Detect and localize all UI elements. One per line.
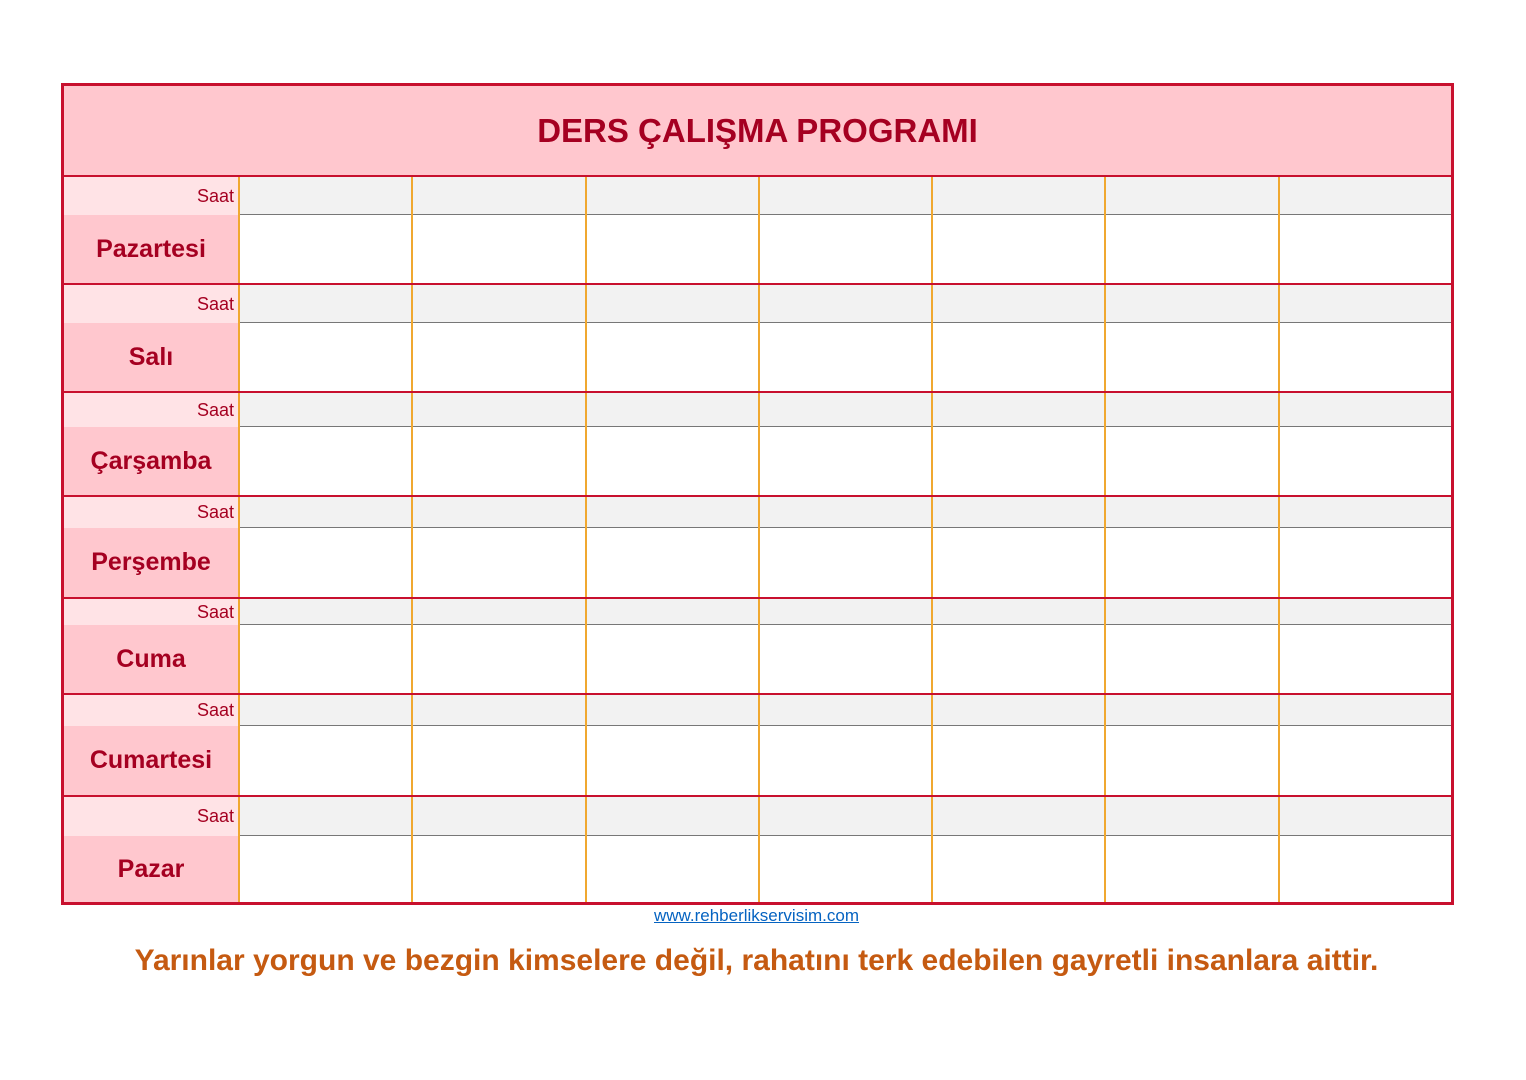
- subject-input-cell[interactable]: [587, 528, 758, 597]
- time-slot: [1106, 695, 1279, 795]
- hour-input-cell[interactable]: [760, 695, 931, 726]
- hour-input-cell[interactable]: [933, 393, 1104, 427]
- subject-input-cell[interactable]: [1280, 215, 1451, 283]
- hour-input-cell[interactable]: [413, 599, 584, 625]
- day-label-cell: [64, 797, 238, 902]
- subject-input-cell[interactable]: [413, 726, 584, 795]
- time-slot: [587, 285, 760, 391]
- subject-input-cell[interactable]: [587, 836, 758, 902]
- day-row: [64, 285, 1451, 393]
- day-name: Pazartesi: [64, 215, 238, 283]
- subject-input-cell[interactable]: [760, 427, 931, 495]
- day-name: Salı: [64, 323, 238, 391]
- hour-input-cell[interactable]: [1106, 497, 1277, 528]
- day-name: Cuma: [64, 625, 238, 693]
- time-slot: [760, 393, 933, 495]
- hour-input-cell[interactable]: [760, 177, 931, 215]
- motivational-quote: Yarınlar yorgun ve bezgin kimselere değil, rahatını terk edebilen gayretli insanlara aittir.: [134, 944, 1379, 977]
- hour-input-cell[interactable]: [760, 393, 931, 427]
- subject-input-cell[interactable]: [1280, 625, 1451, 693]
- time-slot: [933, 393, 1106, 495]
- day-row: [64, 393, 1451, 497]
- time-slot: [760, 797, 933, 902]
- hour-input-cell[interactable]: [933, 177, 1104, 215]
- day-cells: [238, 393, 1451, 495]
- subject-input-cell[interactable]: [587, 427, 758, 495]
- time-slot: [760, 599, 933, 693]
- time-slot: [760, 497, 933, 597]
- time-slot: [587, 177, 760, 283]
- time-slot: [1280, 797, 1451, 902]
- hour-input-cell[interactable]: [413, 393, 584, 427]
- subject-input-cell[interactable]: [240, 215, 411, 283]
- subject-input-cell[interactable]: [1106, 323, 1277, 391]
- hour-label: Saat: [64, 695, 238, 726]
- day-cells: [238, 797, 1451, 902]
- subject-input-cell[interactable]: [760, 836, 931, 902]
- day-row: [64, 599, 1451, 695]
- subject-input-cell[interactable]: [240, 323, 411, 391]
- time-slot: [760, 695, 933, 795]
- hour-label: Saat: [64, 285, 238, 323]
- subject-input-cell[interactable]: [1106, 625, 1277, 693]
- subject-input-cell[interactable]: [933, 215, 1104, 283]
- time-slot: [413, 497, 586, 597]
- hour-input-cell[interactable]: [413, 285, 584, 323]
- hour-input-cell[interactable]: [1106, 599, 1277, 625]
- time-slot: [933, 695, 1106, 795]
- hour-input-cell[interactable]: [587, 695, 758, 726]
- day-label-cell: [64, 177, 238, 283]
- day-row: [64, 497, 1451, 599]
- day-label-cell: [64, 285, 238, 391]
- hour-input-cell[interactable]: [760, 497, 931, 528]
- time-slot: [587, 695, 760, 795]
- subject-input-cell[interactable]: [1280, 836, 1451, 902]
- subject-input-cell[interactable]: [587, 323, 758, 391]
- subject-input-cell[interactable]: [760, 726, 931, 795]
- subject-input-cell[interactable]: [240, 726, 411, 795]
- hour-label: Saat: [64, 599, 238, 625]
- page-title: DERS ÇALIŞMA PROGRAMI: [64, 86, 1451, 177]
- hour-input-cell[interactable]: [1106, 695, 1277, 726]
- time-slot: [933, 797, 1106, 902]
- subject-input-cell[interactable]: [1280, 323, 1451, 391]
- subject-input-cell[interactable]: [240, 528, 411, 597]
- hour-input-cell[interactable]: [240, 497, 411, 528]
- hour-input-cell[interactable]: [1280, 177, 1451, 215]
- hour-input-cell[interactable]: [413, 797, 584, 836]
- time-slot: [760, 177, 933, 283]
- subject-input-cell[interactable]: [413, 625, 584, 693]
- day-cells: [238, 177, 1451, 283]
- time-slot: [1106, 497, 1279, 597]
- hour-input-cell[interactable]: [1106, 797, 1277, 836]
- hour-input-cell[interactable]: [760, 285, 931, 323]
- hour-input-cell[interactable]: [1106, 285, 1277, 323]
- subject-input-cell[interactable]: [1106, 528, 1277, 597]
- day-cells: [238, 497, 1451, 597]
- hour-input-cell[interactable]: [587, 393, 758, 427]
- day-name: Pazar: [64, 836, 238, 902]
- subject-input-cell[interactable]: [413, 528, 584, 597]
- hour-input-cell[interactable]: [240, 695, 411, 726]
- subject-input-cell[interactable]: [933, 836, 1104, 902]
- hour-input-cell[interactable]: [240, 797, 411, 836]
- hour-label: Saat: [64, 497, 238, 528]
- day-label-cell: [64, 695, 238, 795]
- hour-input-cell[interactable]: [933, 695, 1104, 726]
- subject-input-cell[interactable]: [240, 836, 411, 902]
- hour-input-cell[interactable]: [587, 497, 758, 528]
- hour-input-cell[interactable]: [413, 695, 584, 726]
- time-slot: [413, 797, 586, 902]
- time-slot: [587, 599, 760, 693]
- hour-input-cell[interactable]: [1280, 797, 1451, 836]
- day-label-cell: [64, 497, 238, 597]
- hour-label: Saat: [64, 177, 238, 215]
- day-label-cell: [64, 599, 238, 693]
- hour-input-cell[interactable]: [933, 797, 1104, 836]
- time-slot: [933, 599, 1106, 693]
- time-slot: [413, 695, 586, 795]
- subject-input-cell[interactable]: [413, 427, 584, 495]
- hour-input-cell[interactable]: [240, 285, 411, 323]
- hour-input-cell[interactable]: [413, 497, 584, 528]
- day-name: Çarşamba: [64, 427, 238, 495]
- time-slot: [240, 599, 413, 693]
- hour-input-cell[interactable]: [587, 599, 758, 625]
- subject-input-cell[interactable]: [933, 625, 1104, 693]
- time-slot: [1280, 497, 1451, 597]
- subject-input-cell[interactable]: [587, 215, 758, 283]
- website-link[interactable]: www.rehberlikservisim.com: [654, 906, 859, 925]
- hour-input-cell[interactable]: [760, 797, 931, 836]
- schedule-rows: [64, 177, 1451, 902]
- time-slot: [1280, 177, 1451, 283]
- day-cells: [238, 285, 1451, 391]
- day-label-cell: [64, 393, 238, 495]
- subject-input-cell[interactable]: [413, 836, 584, 902]
- time-slot: [1106, 177, 1279, 283]
- time-slot: [760, 285, 933, 391]
- hour-input-cell[interactable]: [1106, 177, 1277, 215]
- time-slot: [587, 797, 760, 902]
- time-slot: [1280, 393, 1451, 495]
- subject-input-cell[interactable]: [933, 726, 1104, 795]
- time-slot: [587, 497, 760, 597]
- subject-input-cell[interactable]: [933, 528, 1104, 597]
- day-name: Cumartesi: [64, 726, 238, 795]
- day-cells: [238, 695, 1451, 795]
- time-slot: [240, 285, 413, 391]
- subject-input-cell[interactable]: [933, 427, 1104, 495]
- time-slot: [587, 393, 760, 495]
- time-slot: [413, 285, 586, 391]
- hour-input-cell[interactable]: [1280, 285, 1451, 323]
- time-slot: [933, 497, 1106, 597]
- subject-input-cell[interactable]: [1106, 726, 1277, 795]
- time-slot: [1280, 285, 1451, 391]
- subject-input-cell[interactable]: [1280, 726, 1451, 795]
- subject-input-cell[interactable]: [933, 323, 1104, 391]
- time-slot: [1106, 393, 1279, 495]
- subject-input-cell[interactable]: [413, 323, 584, 391]
- hour-input-cell[interactable]: [1106, 393, 1277, 427]
- day-row: [64, 695, 1451, 797]
- subject-input-cell[interactable]: [1280, 528, 1451, 597]
- time-slot: [1280, 599, 1451, 693]
- hour-input-cell[interactable]: [587, 797, 758, 836]
- day-row: [64, 177, 1451, 285]
- hour-label: Saat: [64, 797, 238, 836]
- time-slot: [413, 393, 586, 495]
- hour-input-cell[interactable]: [240, 177, 411, 215]
- hour-input-cell[interactable]: [1280, 695, 1451, 726]
- hour-input-cell[interactable]: [933, 497, 1104, 528]
- hour-input-cell[interactable]: [760, 599, 931, 625]
- hour-label: Saat: [64, 393, 238, 427]
- day-cells: [238, 599, 1451, 693]
- hour-input-cell[interactable]: [1280, 497, 1451, 528]
- hour-input-cell[interactable]: [240, 599, 411, 625]
- time-slot: [240, 393, 413, 495]
- hour-input-cell[interactable]: [587, 285, 758, 323]
- subject-input-cell[interactable]: [240, 625, 411, 693]
- time-slot: [933, 177, 1106, 283]
- day-row: [64, 797, 1451, 902]
- hour-input-cell[interactable]: [933, 599, 1104, 625]
- time-slot: [1280, 695, 1451, 795]
- subject-input-cell[interactable]: [587, 625, 758, 693]
- time-slot: [240, 797, 413, 902]
- subject-input-cell[interactable]: [760, 215, 931, 283]
- subject-input-cell[interactable]: [760, 323, 931, 391]
- time-slot: [413, 599, 586, 693]
- hour-input-cell[interactable]: [1280, 599, 1451, 625]
- subject-input-cell[interactable]: [587, 726, 758, 795]
- study-schedule-table: [61, 83, 1454, 905]
- hour-input-cell[interactable]: [413, 177, 584, 215]
- hour-input-cell[interactable]: [1280, 393, 1451, 427]
- time-slot: [1106, 285, 1279, 391]
- day-name: Perşembe: [64, 528, 238, 597]
- subject-input-cell[interactable]: [760, 625, 931, 693]
- time-slot: [240, 497, 413, 597]
- subject-input-cell[interactable]: [1106, 427, 1277, 495]
- subject-input-cell[interactable]: [1280, 427, 1451, 495]
- time-slot: [1106, 797, 1279, 902]
- subject-input-cell[interactable]: [760, 528, 931, 597]
- subject-input-cell[interactable]: [1106, 215, 1277, 283]
- hour-input-cell[interactable]: [240, 393, 411, 427]
- hour-input-cell[interactable]: [587, 177, 758, 215]
- time-slot: [1106, 599, 1279, 693]
- subject-input-cell[interactable]: [240, 427, 411, 495]
- subject-input-cell[interactable]: [1106, 836, 1277, 902]
- time-slot: [240, 695, 413, 795]
- time-slot: [240, 177, 413, 283]
- time-slot: [413, 177, 586, 283]
- time-slot: [933, 285, 1106, 391]
- subject-input-cell[interactable]: [413, 215, 584, 283]
- hour-input-cell[interactable]: [933, 285, 1104, 323]
